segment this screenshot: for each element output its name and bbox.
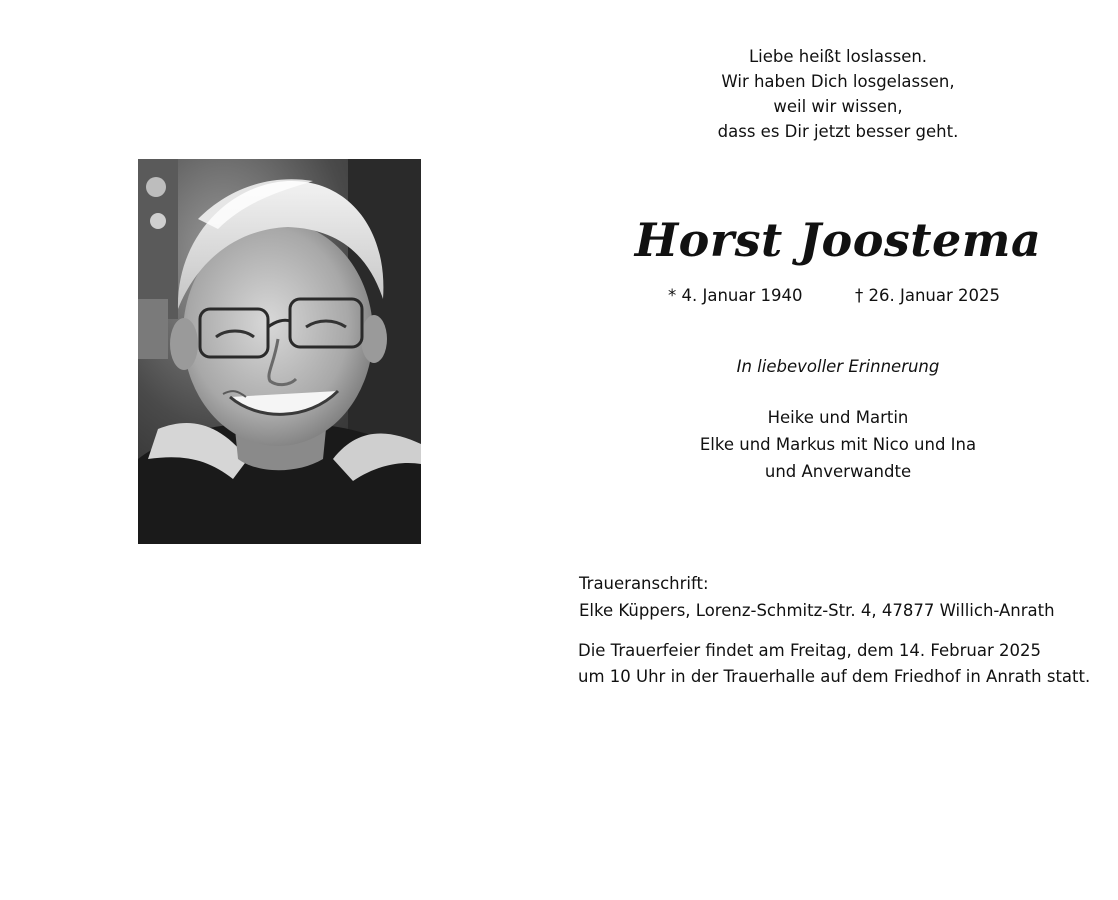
portrait-photo-icon [138, 159, 421, 544]
deceased-name: Horst Joostema [634, 213, 1042, 267]
ceremony-info [578, 638, 1090, 690]
poem-line: Wir haben Dich losgelassen, [721, 72, 955, 91]
ceremony-line: Die Trauerfeier findet am Freitag, dem 14. Februar 2025 [578, 641, 1041, 660]
address-label: Traueranschrift: [579, 574, 709, 593]
poem-line: weil wir wissen, [773, 97, 903, 116]
address-text: Elke Küppers, Lorenz-Schmitz-Str. 4, 47877 Willich-Anrath [579, 601, 1055, 620]
ceremony-line: um 10 Uhr in der Trauerhalle auf dem Friedhof in Anrath statt. [578, 667, 1091, 686]
family-line: Heike und Martin [767, 408, 909, 427]
poem [638, 44, 1038, 144]
family-list [638, 404, 1038, 485]
death-date: † 26. Januar 2025 [855, 286, 1001, 305]
family-line: Elke und Markus mit Nico und Ina [699, 435, 977, 454]
birth-date: * 4. Januar 1940 [668, 286, 803, 305]
poem-line: Liebe heißt loslassen. [748, 47, 928, 66]
family-line: und Anverwandte [764, 462, 912, 481]
memory-line: In liebevoller Erinnerung [736, 357, 940, 376]
portrait-photo [138, 159, 421, 544]
mourning-address [579, 570, 1055, 624]
poem-line: dass es Dir jetzt besser geht. [717, 122, 959, 141]
